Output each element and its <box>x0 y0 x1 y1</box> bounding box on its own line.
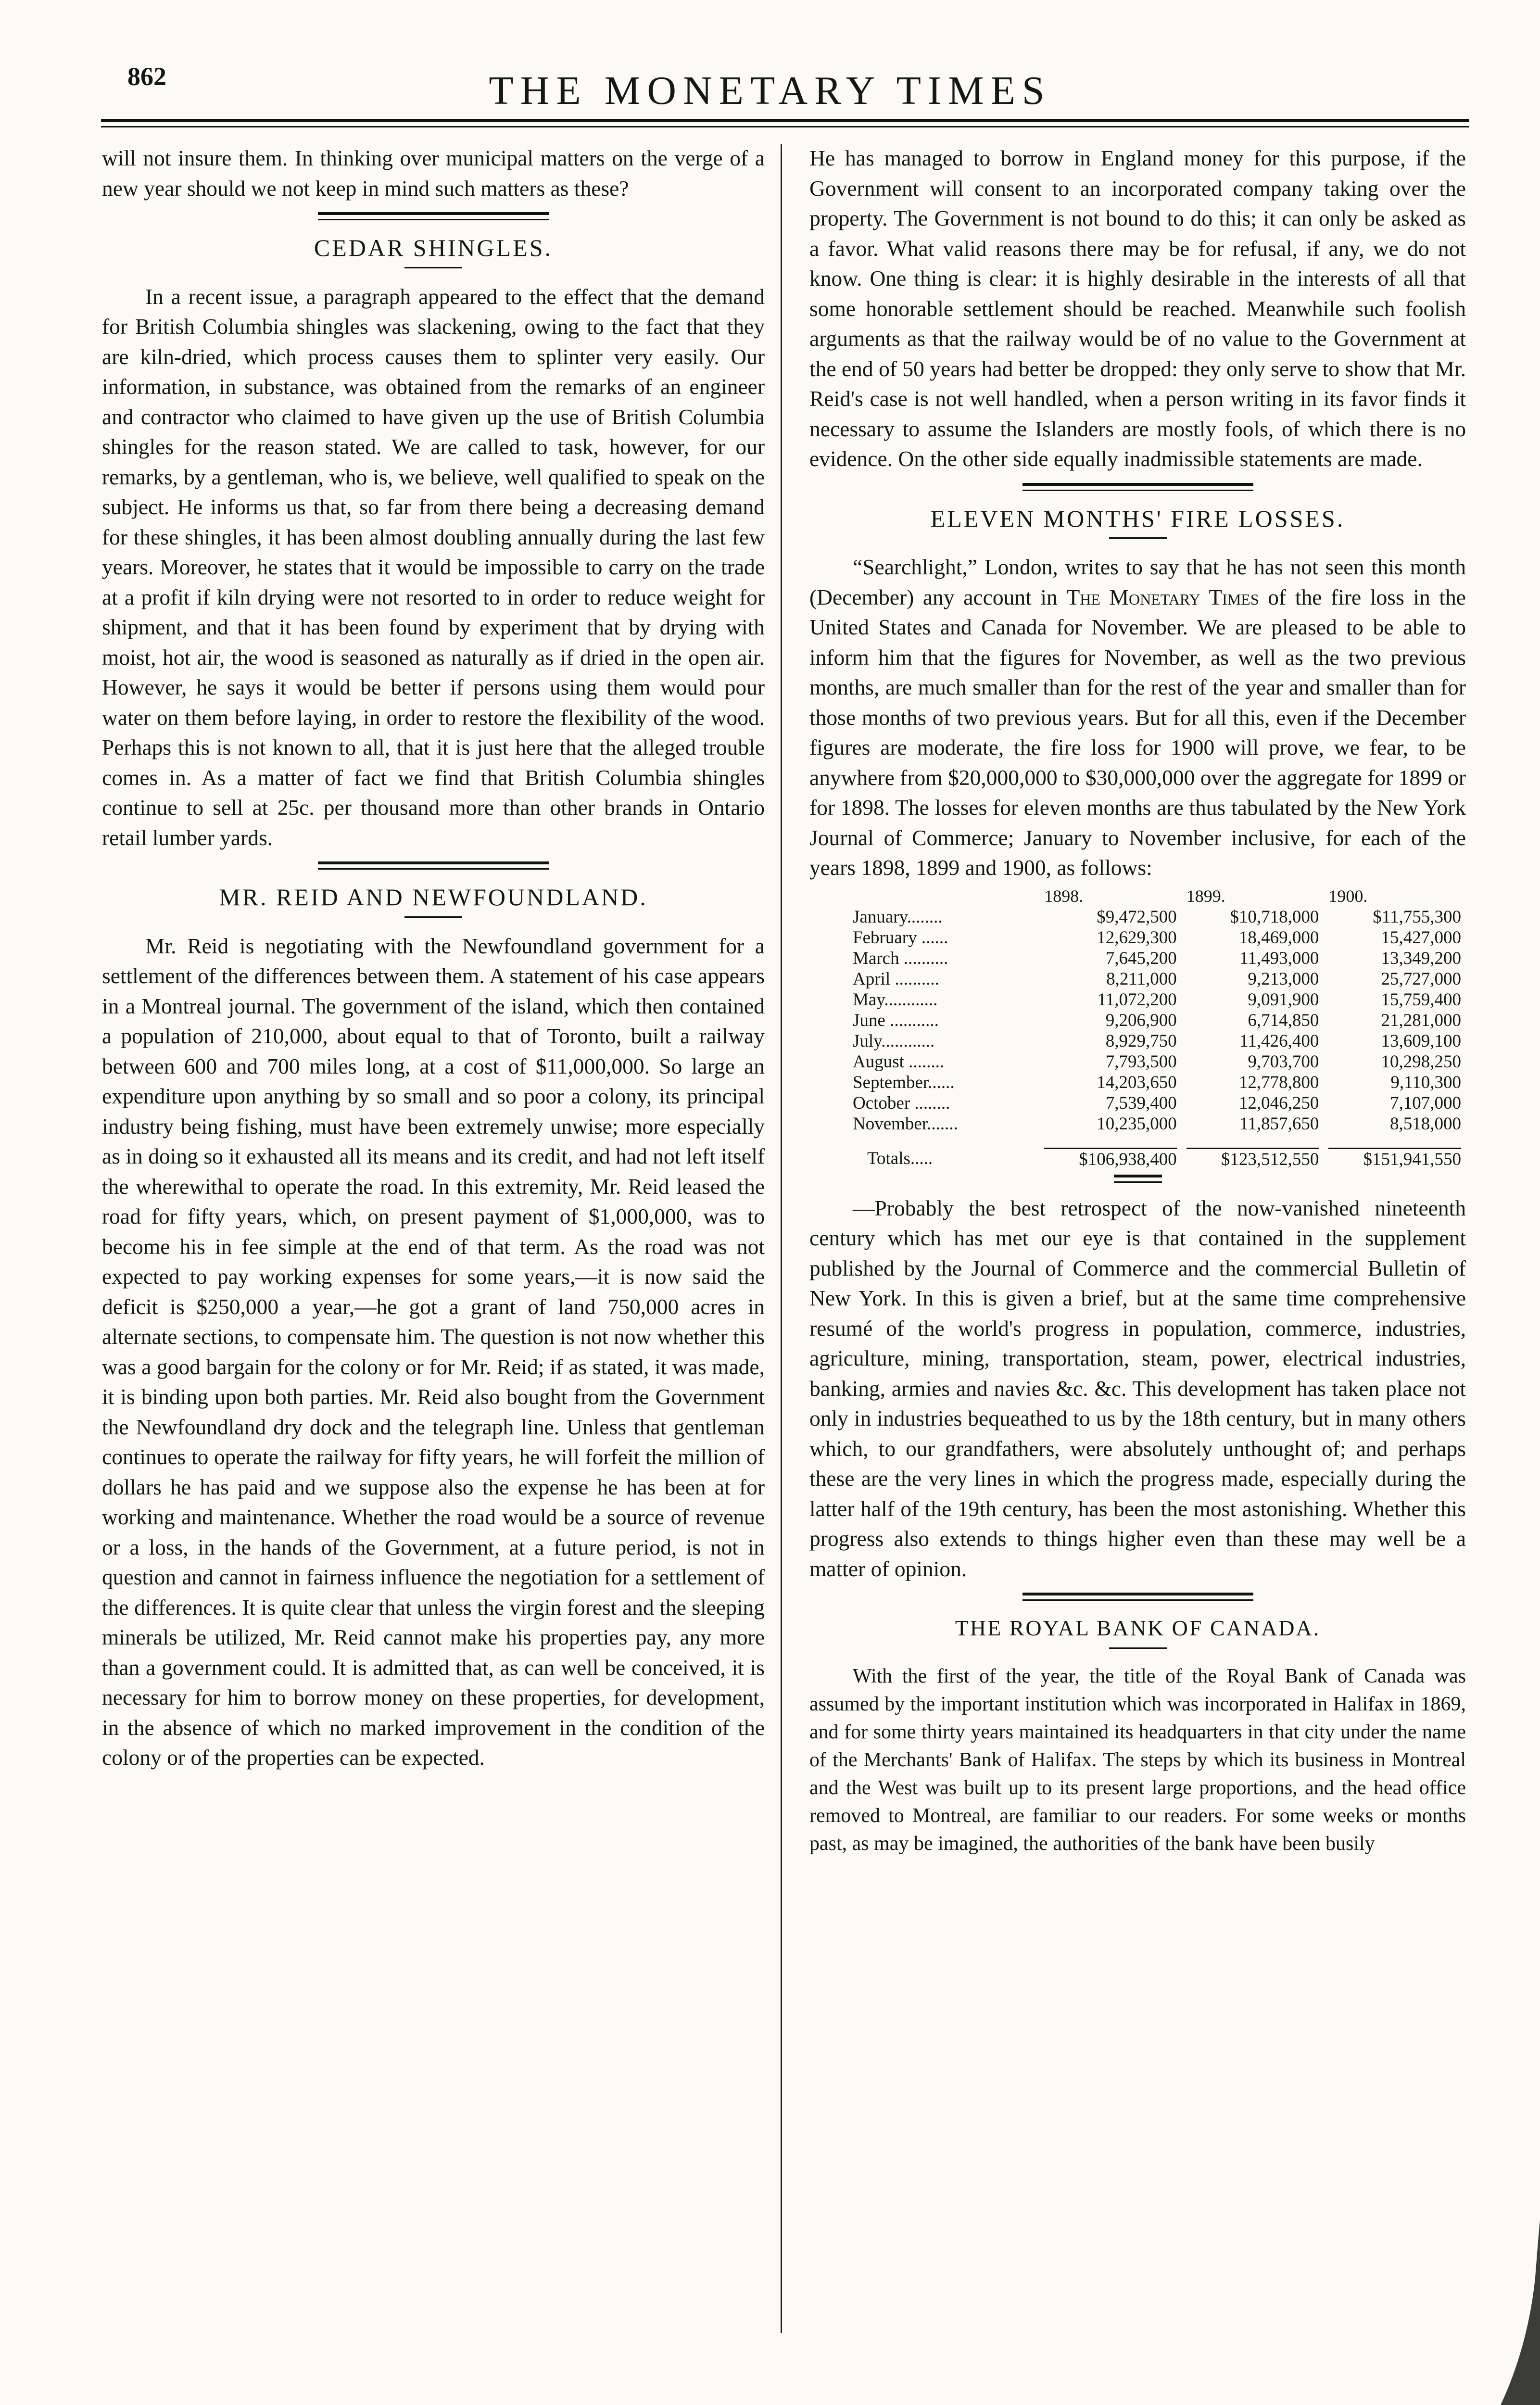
fire-losses-heading: ELEVEN MONTHS' FIRE LOSSES. <box>930 505 1345 532</box>
royal-bank-heading: THE ROYAL BANK OF CANADA. <box>955 1616 1321 1640</box>
value-1900: 7,107,000 <box>1390 1093 1461 1113</box>
table-row <box>848 907 1466 927</box>
table-row <box>848 948 1466 969</box>
page-header <box>0 0 1540 144</box>
section-divider <box>1022 1593 1253 1601</box>
section-divider <box>1022 483 1253 491</box>
total-1899: $123,512,550 <box>1221 1149 1319 1169</box>
fire-losses-table <box>848 886 1466 1170</box>
reid-newfoundland-body: Mr. Reid is negotiating with the Newfoundland government for a settlement of the differences between them. A statement of his case appears in a Montreal journal. The government of the island, which then contained a population of 210,000, about equal to that of Toronto, built a railway between 600 and 700 miles long, at a cost of $11,000,000. So large an expenditure upon anything by so small and so poor a colony, its principal industry being fishing, must have been extremely unwise; more especially as in doing so it exhausted all its means and its credit, and had not left itself the wherewithal to operate the road. In this extremity, Mr. Reid leased the road for fifty years, which, on present payment of $1,000,000, was to become his in fee simple at the end of that term. As the road was not expected to pay working expenses for some years,—it is now said the deficit is $250,000 a year,—he got a grant of land 750,000 acres in alternate sections, to compensate him. The question is not now whether this was a good bargain for the colony or for Mr. Reid; if as stated, it was made, it is binding upon both parties. Mr. Reid also bought from the Government the Newfoundland dry dock and the telegraph line. Unless that gentleman continues to operate the railway for fifty years, he will forfeit the million of dollars he has paid and we suppose also the expense he has been at for working and maintenance. Whether the road would be a source of revenue or a loss, in the hands of the Government, at a future period, is not in question and cannot in fairness influence the negotiation for a settlement of the differences. It is quite clear that unless the virgin forest and the sleeping minerals be utilized, Mr. Reid cannot make his properties pay, any more than a government could. It is admitted that, as can well be conceived, it is necessary for him to borrow money on these properties, for development, in the absence of which no marked improvement in the condition of the colony or of the properties can be expected. <box>102 933 765 1770</box>
table-row <box>848 1114 1466 1134</box>
month-cell: April .......... <box>853 969 939 989</box>
value-1898: 8,211,000 <box>1106 969 1177 989</box>
value-1898: 11,072,200 <box>1097 989 1177 1010</box>
table-totals-row <box>848 1134 1466 1170</box>
value-1899: 9,091,900 <box>1248 989 1319 1010</box>
heading-underline <box>404 916 462 918</box>
table-header-year: 1898. <box>1044 886 1084 906</box>
table-row <box>848 927 1466 948</box>
value-1898: 7,539,400 <box>1105 1093 1177 1113</box>
month-cell: March .......... <box>853 948 948 968</box>
table-cell <box>1039 1134 1182 1170</box>
month-cell: February ...... <box>853 927 948 948</box>
value-1900: $11,755,300 <box>1373 907 1461 927</box>
month-cell: June ........... <box>853 1010 939 1030</box>
column-divider <box>781 144 782 2333</box>
month-cell: August ........ <box>853 1051 945 1072</box>
value-1900: 21,281,000 <box>1381 1010 1461 1030</box>
royal-bank-body: With the first of the year, the title of the Royal Bank of Canada was assumed by the important institution which was incorporated in Halifax in 1869, and for some thirty years maintained its headquarters in that city under the name of the Merchants' Bank of Halifax. The steps by which its business in Montreal and the West was built up to its present large proportions, and the head office removed to Montreal, are familiar to our readers. For some weeks or months past, as may be imagined, the authorities of the bank have been busily <box>809 1665 1466 1855</box>
table-header-month <box>848 886 1039 907</box>
month-cell: November....... <box>853 1114 958 1134</box>
table-cell <box>1324 1134 1466 1170</box>
month-cell: May............ <box>853 989 938 1010</box>
header-rule-top <box>101 119 1469 122</box>
heading-underline <box>404 267 462 268</box>
value-1899: 9,703,700 <box>1248 1051 1319 1072</box>
value-1898: 12,629,300 <box>1097 927 1177 948</box>
value-1899: 11,493,000 <box>1239 948 1319 968</box>
totals-rule <box>1044 1148 1177 1149</box>
value-1900: 9,110,300 <box>1390 1072 1461 1092</box>
table-divider <box>1114 1175 1162 1183</box>
value-1898: 8,929,750 <box>1105 1031 1177 1051</box>
reid-continued-paragraph: He has managed to borrow in England money for this purpose, if the Government will consent to an incorporated company taking over the property. The Government is not bound to do this; it can only be asked as a favor. What valid reasons there may be for refusal, if any, we do not know. One thing is clear: it is highly desirable in the interests of all that some honorable settlement should be reached. Meanwhile such foolish arguments as that the railway would be of no value to the Government at the end of 50 years had better be dropped: they only serve to show that Mr. Reid's case is not well handled, when a person writing in its favor finds it necessary to assume the Islanders are mostly fools, of which there is no evidence. On the other side equally inadmissible statements are made. <box>809 146 1466 471</box>
table-row <box>848 1093 1466 1114</box>
right-column <box>809 143 1466 1858</box>
fire-losses-body <box>809 552 1466 883</box>
cedar-shingles-heading: CEDAR SHINGLES. <box>314 234 553 261</box>
value-1899: 6,714,850 <box>1248 1010 1319 1030</box>
month-cell: January........ <box>853 907 943 927</box>
value-1900: 15,759,400 <box>1381 989 1461 1010</box>
value-1899: 11,426,400 <box>1239 1031 1319 1051</box>
table-row <box>848 989 1466 1010</box>
table-row <box>848 1051 1466 1072</box>
heading-underline <box>1109 537 1167 539</box>
table-row <box>848 1010 1466 1031</box>
table-header-year: 1900. <box>1328 886 1368 906</box>
value-1900: 10,298,250 <box>1381 1051 1461 1072</box>
left-column <box>102 143 765 1773</box>
journal-name: The Monetary Times <box>1066 584 1259 609</box>
section-divider <box>318 212 549 220</box>
month-cell: September...... <box>853 1072 955 1092</box>
value-1899: 11,857,650 <box>1239 1114 1319 1134</box>
value-1899: 9,213,000 <box>1248 969 1319 989</box>
value-1899: 12,046,250 <box>1238 1093 1319 1113</box>
month-cell: October ........ <box>853 1093 950 1113</box>
month-cell: July............ <box>853 1031 935 1051</box>
value-1898: 7,645,200 <box>1105 948 1177 968</box>
value-1898: $9,472,500 <box>1097 907 1177 927</box>
intro-paragraph: will not insure them. In thinking over municipal matters on the verge of a new year should we not keep in mind such matters as these? <box>102 146 765 201</box>
cedar-shingles-body: In a recent issue, a paragraph appeared to the effect that the demand for British Columbia shingles was slackening, owing to the fact that they are kiln-dried, which process causes them to splinter very easily. Our information, in substance, was obtained from the remarks of an engineer and contractor who claimed to have given up the use of British Columbia shingles for the reason stated. We are called to task, however, for our remarks, by a gentleman, who is, we believe, well qualified to speak on the subject. He informs us that, so far from there being a decreasing demand for these shingles, it has been almost doubling annually during the last few years. Moreover, he states that it would be impossible to carry on the trade at a profit if kiln drying were not resorted to in order to reduce weight for shipment, and that it has been found by experiment that by drying with moist, hot air, the wood is seasoned as naturally as if dried in the open air. However, he says it would be better if persons using them would pour water on them before laying, in order to restore the flexibility of the wood. Perhaps this is not known to all, that it is just here that the alleged trouble comes in. As a matter of fact we find that British Columbia shingles continue to sell at 25c. per thousand more than other brands in Ontario retail lumber yards. <box>102 284 765 850</box>
section-divider <box>318 861 549 870</box>
value-1898: 9,206,900 <box>1105 1010 1177 1030</box>
value-1899: 12,778,800 <box>1238 1072 1319 1092</box>
total-1898: $106,938,400 <box>1079 1149 1177 1169</box>
value-1900: 15,427,000 <box>1381 927 1461 948</box>
header-rule-bottom <box>101 126 1469 127</box>
value-1899: $10,718,000 <box>1230 907 1319 927</box>
total-1900: $151,941,550 <box>1363 1149 1461 1169</box>
table-row <box>848 969 1466 989</box>
value-1898: 14,203,650 <box>1097 1072 1177 1092</box>
value-1899: 18,469,000 <box>1238 927 1319 948</box>
page-curl-shadow <box>1473 2220 1540 2405</box>
table-row <box>848 1031 1466 1051</box>
value-1900: 25,727,000 <box>1381 969 1461 989</box>
retrospect-paragraph: —Probably the best retrospect of the now-vanished nineteenth century which has met our eye is that contained in the supplement published by the Journal of Commerce and the commercial Bulletin of New York. In this is given a brief, but at the same time comprehensive resumé of the world's progress in population, commerce, industries, agriculture, mining, transportation, steam, power, electrical industries, banking, armies and navies &c. &c. This development has taken place not only in industries bequeathed to us by the 18th century, but in many others which, to our grandfathers, were absolutely unthought of; and perhaps these are the very lines in which the progress made, especially during the latter half of the 19th century, has been the most astonishing. Whether this progress also extends to things higher even than these may well be a matter of opinion. <box>809 1195 1466 1581</box>
totals-rule <box>1328 1148 1461 1149</box>
heading-underline <box>1109 1647 1167 1649</box>
totals-rule <box>1187 1148 1319 1149</box>
fire-body-part-1: “Searchlight,” London, writes to say that he has not seen this month (December) any account in <box>809 555 1466 609</box>
table-cell <box>1182 1134 1324 1170</box>
value-1900: 13,609,100 <box>1381 1031 1461 1051</box>
table-header-year: 1899. <box>1186 886 1225 906</box>
value-1898: 7,793,500 <box>1105 1051 1177 1072</box>
masthead-title: THE MONETARY TIMES <box>489 68 1051 113</box>
totals-label: Totals..... <box>867 1149 933 1168</box>
fire-body-part-2: of the fire loss in the United States and Canada for November. We are pleased to be able to inform him that the figures for November, as well as the two previous months, are much smaller than for the rest of the year and smaller than for those months of two previous years. But for all this, even if the December figures are moderate, the fire loss for 1900 will prove, we fear, to be anywhere from $20,000,000 to $30,000,000 over the aggregate for 1899 or for 1898. The losses for eleven months are thus tabulated by the New York Journal of Commerce; January to November inclusive, for each of the years 1898, 1899 and 1900, as follows: <box>809 584 1466 880</box>
value-1898: 10,235,000 <box>1097 1114 1177 1134</box>
page-number: 862 <box>127 62 166 91</box>
table-header-row <box>848 886 1466 907</box>
value-1900: 8,518,000 <box>1390 1114 1461 1134</box>
value-1900: 13,349,200 <box>1381 948 1461 968</box>
reid-newfoundland-heading: MR. REID AND NEWFOUNDLAND. <box>219 884 648 911</box>
table-row <box>848 1072 1466 1093</box>
